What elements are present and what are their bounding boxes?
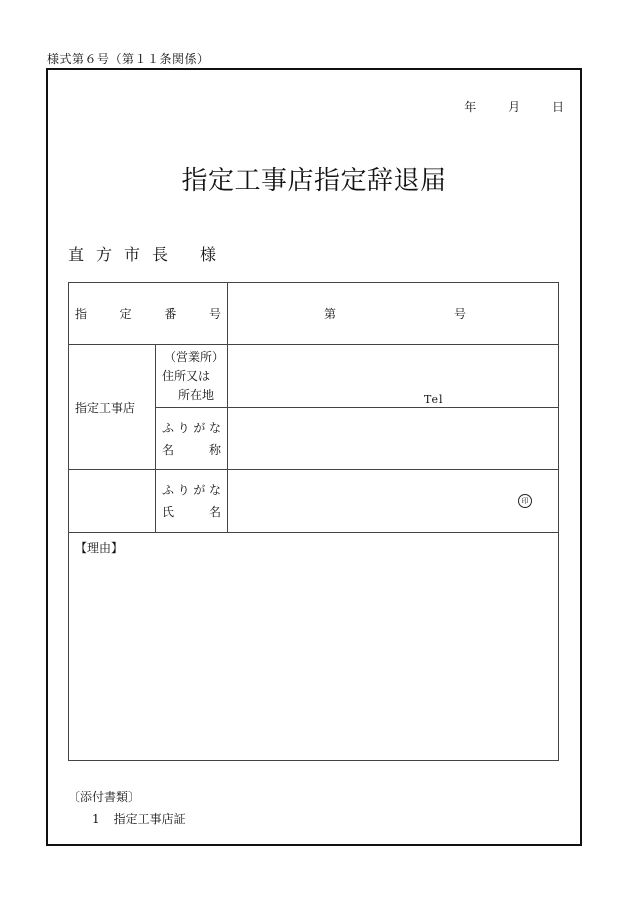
representative-empty-cell — [69, 470, 156, 533]
company-label: 指定工事店 — [75, 400, 136, 415]
date-year: 年 — [464, 100, 477, 114]
addressee — [68, 242, 228, 265]
form-frame — [46, 68, 582, 846]
company-label-cell — [69, 345, 156, 470]
designation-number-row — [69, 283, 559, 345]
attachment-item-text: 指定工事店証 — [113, 812, 186, 826]
designation-number-label: 指 定 番 号 — [69, 283, 228, 345]
date-month: 月 — [508, 100, 521, 114]
representative-label: ふ り が な 氏 名 — [156, 470, 228, 533]
seal-icon: 印 — [518, 494, 532, 508]
representative-field[interactable] — [228, 470, 559, 533]
designation-number-field[interactable]: 第 号 — [228, 283, 559, 345]
form-code: 様式第６号（第１１条関係） — [47, 52, 210, 66]
representative-row — [69, 470, 559, 533]
attachment-item — [92, 810, 186, 827]
addressee-honorific: 様 — [200, 245, 229, 264]
reason-row — [69, 533, 559, 761]
date-day: 日 — [551, 100, 564, 114]
company-name-field[interactable] — [228, 408, 559, 470]
attachment-item-number: 1 — [92, 812, 100, 826]
form-title: 指定工事店指定辞退届 — [181, 166, 447, 196]
attachments-title: 〔添付書類〕 — [68, 790, 141, 804]
tel-label: Tel — [424, 393, 444, 406]
application-table — [68, 282, 559, 761]
reason-label: 【理由】 — [75, 541, 124, 555]
address-label: （営業所） 住所又は 所在地 — [156, 345, 228, 408]
address-field[interactable] — [228, 345, 559, 408]
addressee-name: 直方市長 — [68, 245, 181, 264]
reason-field[interactable] — [69, 533, 559, 761]
date-line — [436, 98, 564, 115]
company-name-label: ふ り が な 名 称 — [156, 408, 228, 470]
address-row — [69, 345, 559, 408]
